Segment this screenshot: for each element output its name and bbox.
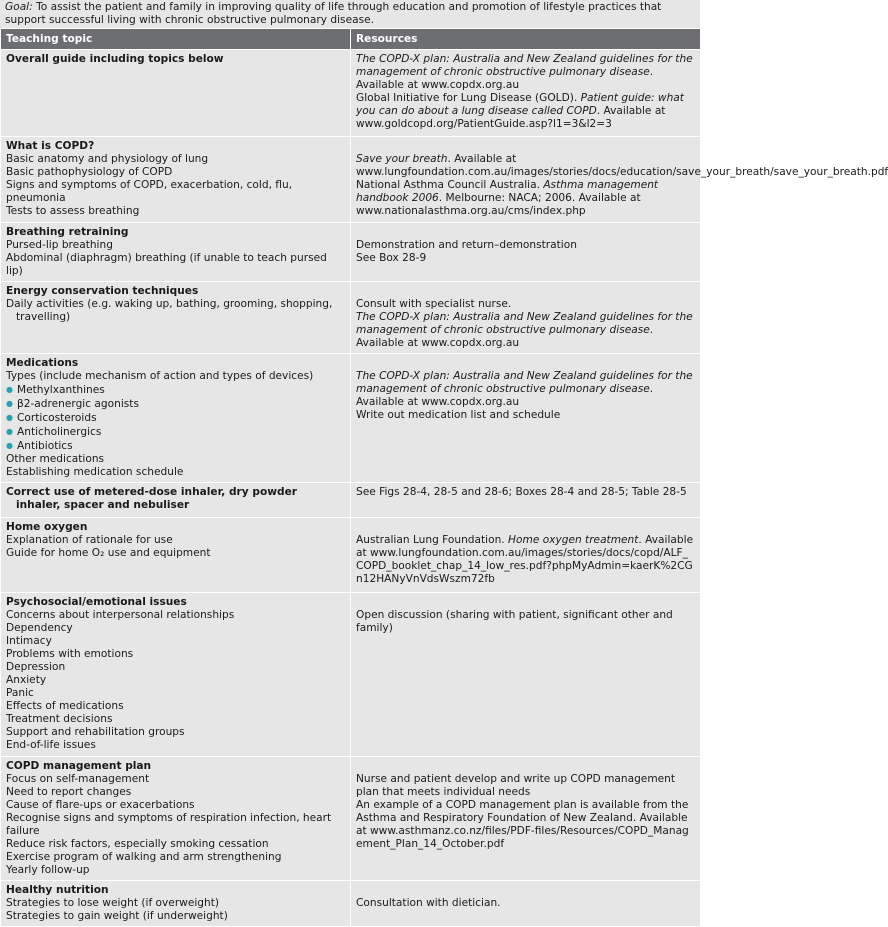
topic-item: Explanation of rationale for use <box>6 534 173 546</box>
resource-item: Consultation with dietician. <box>356 897 501 909</box>
table-row <box>1 483 701 518</box>
topic-item: Treatment decisions <box>6 713 113 725</box>
topic-item: Need to report changes <box>6 786 132 798</box>
topic-item: Cause of flare-ups or exacerbations <box>6 799 195 811</box>
table-row <box>1 137 701 223</box>
bullet-item: ● Antibiotics <box>6 439 345 453</box>
table-row <box>1 593 701 757</box>
resource-item: Consult with specialist nurse. <box>356 298 512 310</box>
resources-cell <box>351 593 701 757</box>
topic-item: Anxiety <box>6 674 47 686</box>
topic-title: Psychosocial/emotional issues <box>6 596 187 608</box>
topic-cell <box>1 137 351 223</box>
topic-item: Guide for home O₂ use and equipment <box>6 547 211 559</box>
resource-item: Global Initiative for Lung Disease (GOLD). Patient guide: what you can do about a lung disease called COPD. Available at www.goldcopd.org/PatientGuide.asp?l1=3&l2=3 <box>356 92 684 130</box>
topic-cell <box>1 483 351 518</box>
topic-title: Breathing retraining <box>6 226 129 238</box>
topic-item: Reduce risk factors, especially smoking cessation <box>6 838 269 850</box>
table-row <box>1 881 701 927</box>
resource-item: Write out medication list and schedule <box>356 409 561 421</box>
resource-item: National Asthma Council Australia. Asthma management handbook 2006. Melbourne: NACA; 2006. Available at www.nationalasthma.org.au/cms/index.php <box>356 179 659 217</box>
bullet-item: ● β2-adrenergic agonists <box>6 397 345 411</box>
resources-cell <box>351 50 701 137</box>
table-row <box>1 282 701 354</box>
table-row <box>1 757 701 881</box>
goal-text: To assist the patient and family in improving quality of life through education and promotion of lifestyle practices that support successful living with chronic obstructive pulmonary disease. <box>5 1 662 26</box>
table-row <box>1 50 701 137</box>
topic-title: What is COPD? <box>6 140 95 152</box>
topic-item: Types (include mechanism of action and types of devices) <box>6 370 314 382</box>
topic-item: Basic pathophysiology of COPD <box>6 166 173 178</box>
header-resources: Resources <box>351 29 701 50</box>
topic-item: End-of-life issues <box>6 739 96 751</box>
topic-title: Medications <box>6 357 79 369</box>
topic-item: Effects of medications <box>6 700 124 712</box>
resources-cell <box>351 354 701 483</box>
topic-item: Pursed-lip breathing <box>6 239 113 251</box>
resources-cell <box>351 483 701 518</box>
topic-cell <box>1 593 351 757</box>
bullet-item: ● Methylxanthines <box>6 383 345 397</box>
topic-item: Panic <box>6 687 34 699</box>
topic-title: Overall guide including topics below <box>6 53 224 65</box>
table-row <box>1 223 701 282</box>
resource-item: The COPD-X plan: Australia and New Zealand guidelines for the management of chronic obstructive pulmonary disease. Available at www.copdx.org.au <box>356 311 693 349</box>
topic-item: Tests to assess breathing <box>6 205 140 217</box>
topic-item: Problems with emotions <box>6 648 134 660</box>
topic-cell <box>1 50 351 137</box>
header-teaching-topic: Teaching topic <box>1 29 351 50</box>
resource-item: Australian Lung Foundation. Home oxygen treatment. Available at www.lungfoundation.com.au/images/stories/docs/copd/ALF_COPD_booklet_chap_14_low_res.pdf?phpMyAdmin=kaerK%2CGn12HANyVnVdsWszm72fb <box>356 534 694 585</box>
topic-item: Exercise program of walking and arm strengthening <box>6 851 282 863</box>
topic-cell <box>1 223 351 282</box>
header-row <box>1 29 701 50</box>
topic-cell <box>1 757 351 881</box>
resource-item: See Figs 28-4, 28-5 and 28-6; Boxes 28-4 and 28-5; Table 28-5 <box>356 486 687 498</box>
topic-cell <box>1 282 351 354</box>
bullet-item: ● Corticosteroids <box>6 411 345 425</box>
resource-item: The COPD-X plan: Australia and New Zealand guidelines for the management of chronic obstructive pulmonary disease. Available at www.copdx.org.au <box>356 53 693 91</box>
topic-item: Recognise signs and symptoms of respiration infection, heart failure <box>6 812 332 837</box>
goal-label: Goal: <box>5 1 33 13</box>
topic-item: Basic anatomy and physiology of lung <box>6 153 209 165</box>
topic-item: Strategies to lose weight (if overweight) <box>6 897 220 909</box>
topic-title: Home oxygen <box>6 521 88 533</box>
resources-cell <box>351 518 701 593</box>
resources-cell <box>351 223 701 282</box>
resources-cell <box>351 757 701 881</box>
table-row <box>1 354 701 483</box>
topic-title: Healthy nutrition <box>6 884 109 896</box>
resource-item: The COPD-X plan: Australia and New Zealand guidelines for the management of chronic obstructive pulmonary disease. Available at www.copdx.org.au <box>356 370 693 408</box>
topic-item: Support and rehabilitation groups <box>6 726 185 738</box>
bullet-item: ● Anticholinergics <box>6 425 345 439</box>
resource-item: Nurse and patient develop and write up COPD management plan that meets individual needs <box>356 773 676 798</box>
topic-item: Focus on self-management <box>6 773 150 785</box>
resource-item: Save your breath. Available at www.lungfoundation.com.au/images/stories/docs/education/save_your_breath/save_your_breath.pdf <box>356 153 888 178</box>
topic-cell <box>1 881 351 927</box>
goal-statement <box>0 0 700 28</box>
topic-item: Establishing medication schedule <box>6 466 184 478</box>
topic-item: Yearly follow-up <box>6 864 90 876</box>
teaching-table <box>0 28 888 927</box>
topic-title: Correct use of metered-dose inhaler, dry powder inhaler, spacer and nebuliser <box>6 486 298 511</box>
resources-cell <box>351 282 701 354</box>
topic-item: Signs and symptoms of COPD, exacerbation, cold, flu, pneumonia <box>6 179 293 204</box>
topic-item: Daily activities (e.g. waking up, bathing, grooming, shopping, travelling) <box>6 298 333 323</box>
topic-item: Strategies to gain weight (if underweight) <box>6 910 228 922</box>
topic-cell <box>1 354 351 483</box>
resource-item: Demonstration and return–demonstration <box>356 239 577 251</box>
topic-item: Other medications <box>6 453 105 465</box>
topic-item: Depression <box>6 661 66 673</box>
topic-item: Concerns about interpersonal relationships <box>6 609 235 621</box>
topic-title: Energy conservation techniques <box>6 285 199 297</box>
topic-cell <box>1 518 351 593</box>
topic-item: Abdominal (diaphragm) breathing (if unable to teach pursed lip) <box>6 252 327 277</box>
resource-item: An example of a COPD management plan is available from the Asthma and Respiratory Foundation of New Zealand. Available at www.asthmanz.co.nz/files/PDF-files/Resources/COPD_Management_Plan_14_October.pdf <box>356 799 689 850</box>
topic-item: Intimacy <box>6 635 52 647</box>
topic-item: Dependency <box>6 622 73 634</box>
resources-cell <box>351 137 888 223</box>
resource-item: See Box 28-9 <box>356 252 427 264</box>
resources-cell <box>351 881 701 927</box>
table-row <box>1 518 701 593</box>
topic-title: COPD management plan <box>6 760 152 772</box>
resource-item: Open discussion (sharing with patient, significant other and family) <box>356 609 673 634</box>
